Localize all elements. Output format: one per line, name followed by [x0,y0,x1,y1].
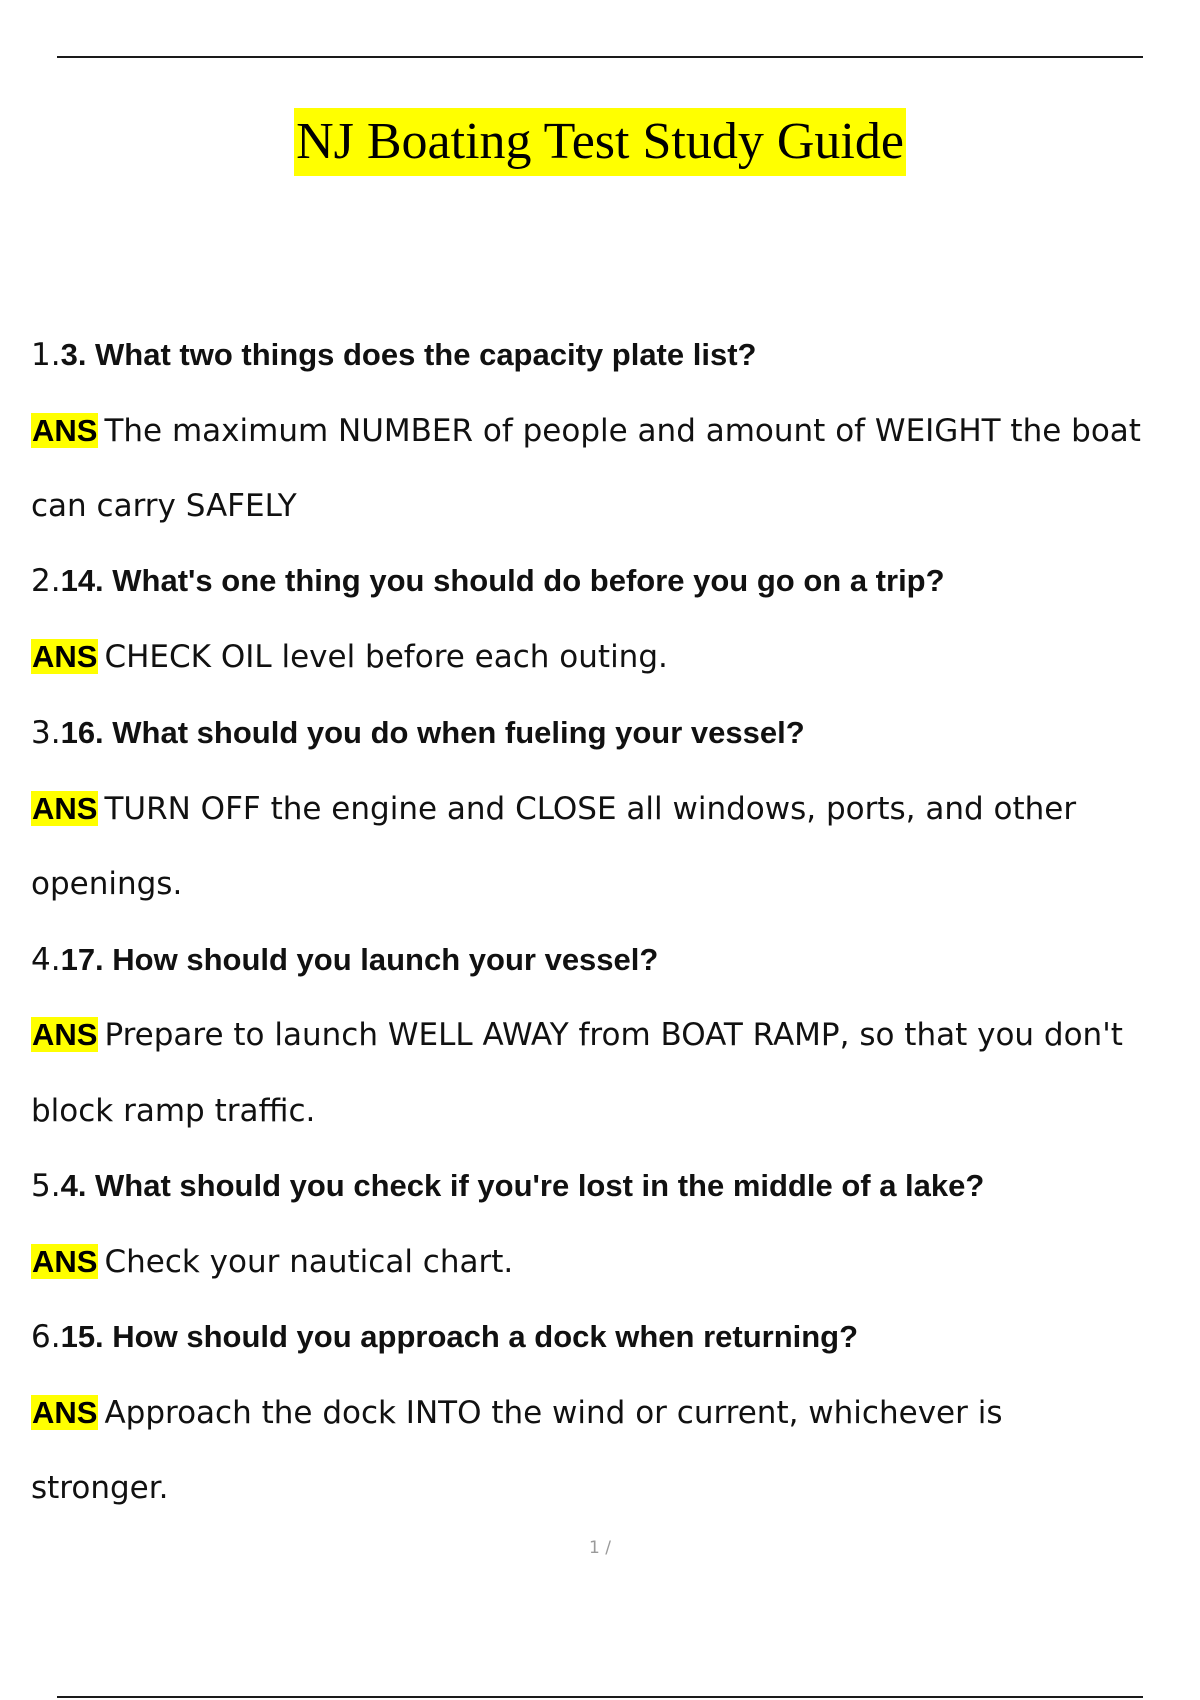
question-number: 5. [31,1168,61,1204]
answer-4-continued [31,1092,315,1130]
bottom-rule [57,1696,1143,1698]
question-2 [31,562,945,600]
answer-tag: ANS [32,1395,98,1430]
answer-text: block ramp traffic. [31,1093,316,1129]
answer-6 [31,1394,1002,1432]
question-5 [31,1167,984,1205]
answer-tag: ANS [32,1017,98,1052]
answer-4 [31,1016,1123,1054]
answer-tag: ANS [32,639,98,674]
answer-1 [31,412,1141,450]
question-text: 16. What should you do when fueling your vessel? [60,715,805,750]
answer-6-continued [31,1469,169,1507]
answer-text: Approach the dock INTO the wind or current, whichever is [104,1395,1003,1431]
page-marker: 1 / [589,1538,611,1558]
question-number: 4. [31,942,61,978]
answer-1-continued [31,487,297,525]
answer-text: stronger. [31,1470,169,1506]
question-3 [31,714,805,752]
answer-text: TURN OFF the engine and CLOSE all windows, ports, and other [104,791,1077,827]
question-6 [31,1318,858,1356]
answer-text: Check your nautical chart. [104,1244,514,1280]
answer-text: openings. [31,866,183,902]
answer-tag: ANS [32,791,98,826]
answer-tag: ANS [32,413,98,448]
answer-text: The maximum NUMBER of people and amount of WEIGHT the boat [104,413,1141,449]
question-text: 17. How should you launch your vessel? [60,942,659,977]
title-container [0,108,1200,176]
question-text: 15. How should you approach a dock when returning? [60,1319,859,1354]
question-text: 3. What two things does the capacity plate list? [60,337,757,372]
question-number: 6. [31,1319,61,1355]
answer-2 [31,638,668,676]
top-rule [57,56,1143,58]
question-text: 14. What's one thing you should do before you go on a trip? [60,563,945,598]
question-number: 1. [31,337,61,373]
question-1 [31,336,756,374]
question-text: 4. What should you check if you're lost in the middle of a lake? [60,1168,985,1203]
document-title: NJ Boating Test Study Guide [294,108,906,176]
question-number: 2. [31,563,61,599]
answer-text: CHECK OIL level before each outing. [104,639,668,675]
answer-text: Prepare to launch WELL AWAY from BOAT RAMP, so that you don't [104,1017,1123,1053]
question-4 [31,941,658,979]
answer-3 [31,790,1076,828]
answer-text: can carry SAFELY [31,488,297,524]
answer-3-continued [31,865,182,903]
answer-5 [31,1243,513,1281]
answer-tag: ANS [32,1244,98,1279]
question-number: 3. [31,715,61,751]
